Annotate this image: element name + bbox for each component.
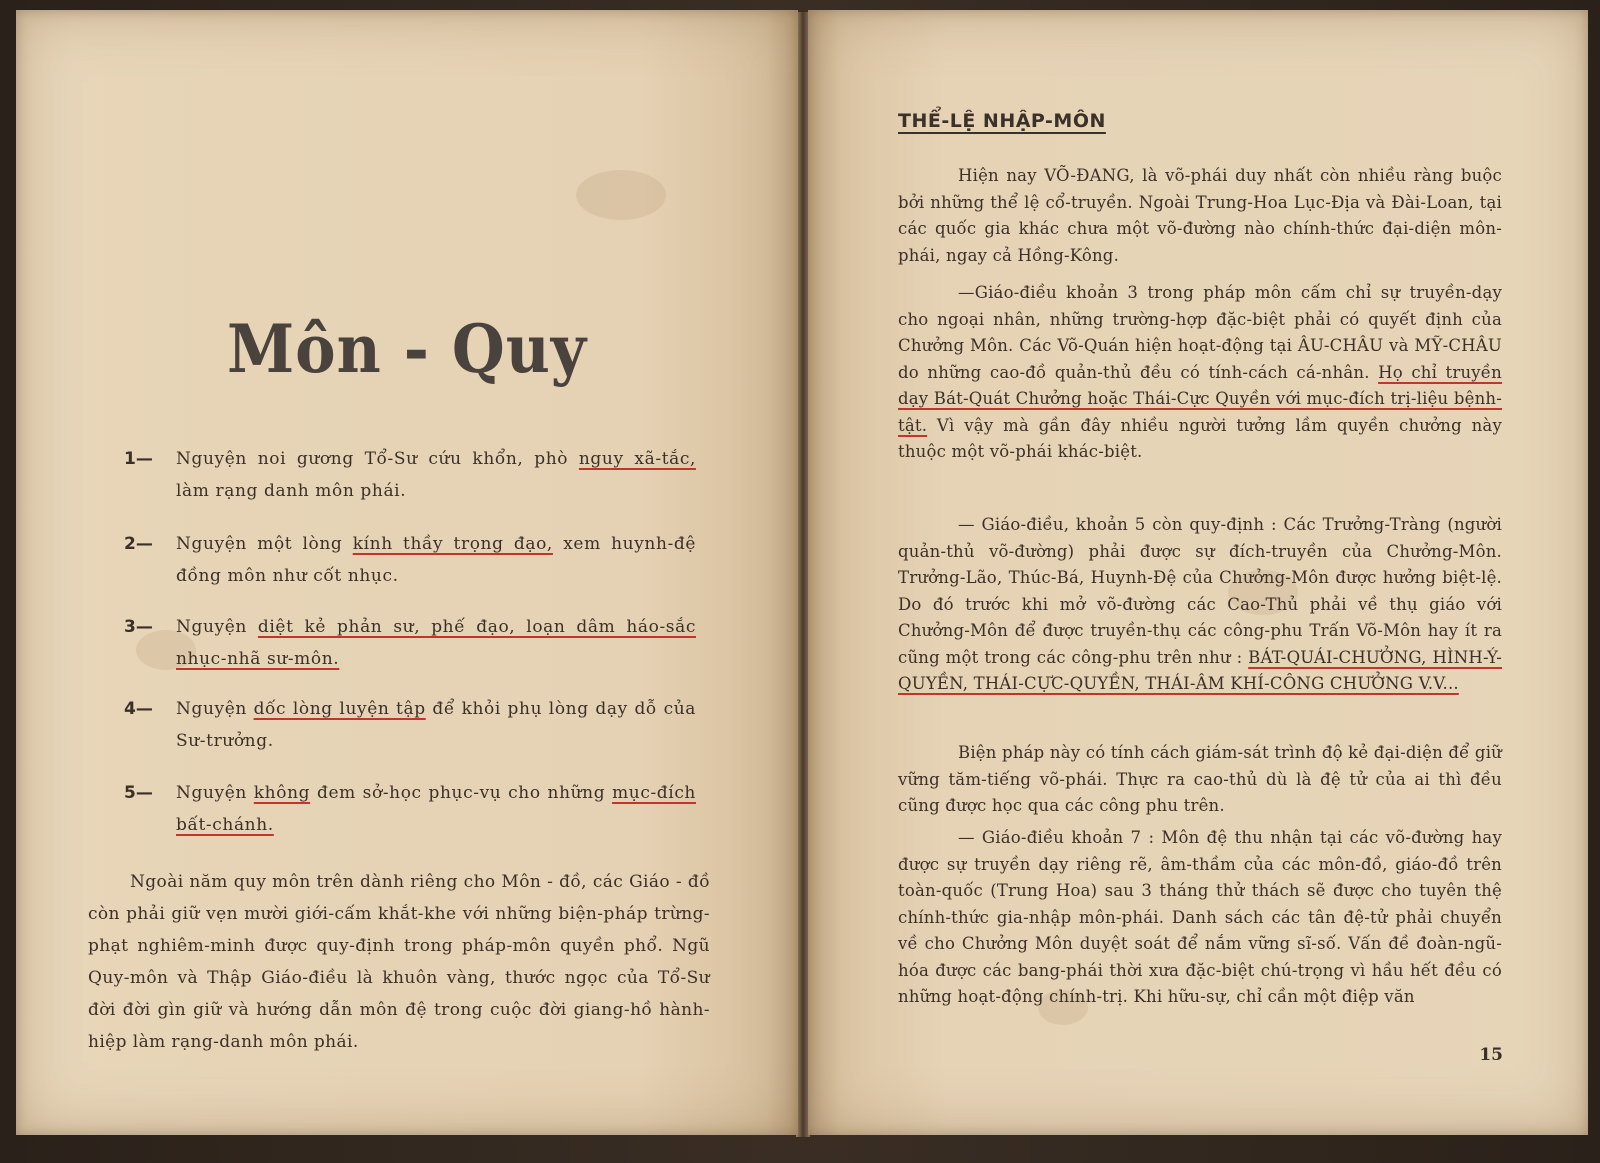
rule-text <box>176 777 696 841</box>
rule-number: 5— <box>124 783 153 803</box>
body-paragraph-3 <box>898 512 1502 698</box>
underlined-phrase: nguy xã-tắc, <box>578 449 696 469</box>
rule-text-part: Nguyện noi gương Tổ-Sư cứu khổn, phò <box>176 449 579 469</box>
underlined-phrase: diệt kẻ phản sư, phế đạo, loạn dâm háo-sắc nhục-nhã sư-môn. <box>176 617 696 669</box>
paper-stain <box>576 170 666 220</box>
rule-text-part: xem huynh-đệ đồng môn như cốt nhục. <box>176 534 696 586</box>
underlined-phrase: BÁT-QUÁI-CHƯỞNG, HÌNH-Ý-QUYỀN, THÁI-CỰC-QUYỀN, THÁI-ÂM KHÍ-CÔNG CHƯỞNG V.V... <box>898 647 1502 693</box>
closing-paragraph: Ngoài năm quy môn trên dành riêng cho Môn - đồ, các Giáo - đồ còn phải giữ vẹn mười giới-cấm khắt-khe với những biện-pháp trừng-phạt nghiêm-minh được quy-định trong pháp-môn quyền phổ. Ngũ Quy-môn và Thập Giáo-điều là khuôn vàng, thước ngọc của Tổ-Sư đời đời gìn giữ và hướng dẫn môn đệ trong cuộc đời giang-hồ hành-hiệp làm rạng-danh môn phái. <box>88 872 710 1052</box>
underlined-phrase: mục-đích bất-chánh. <box>176 783 696 835</box>
rule-item-5 <box>124 777 696 841</box>
rule-number: 1— <box>124 449 153 469</box>
paragraph-text-part: —Giáo-điều khoản 3 trong pháp môn cấm chỉ sự truyền-dạy cho ngoại nhân, những trường-hợp đặc-biệt phải có quyết định của Chưởng Môn. Các Võ-Quán hiện hoạt-động tại ÂU-CHÂU và MỸ-CHÂU do những cao-đồ quản-thủ đều có tính-cách cá-nhân. <box>898 283 1502 382</box>
rule-item-1 <box>124 443 696 507</box>
left-page <box>16 10 798 1135</box>
rule-item-4 <box>124 693 696 757</box>
body-paragraph-1: Hiện nay VÕ-ĐANG, là võ-phái duy nhất còn nhiều ràng buộc bởi những thể lệ cổ-truyền. Ngoài Trung-Hoa Lục-Địa và Đài-Loan, tại các quốc gia khác chưa một võ-đường nào chính-thức đại-diện môn-phái, ngay cả Hồng-Kông. <box>898 166 1502 265</box>
rule-text <box>176 528 696 592</box>
rule-text-part: Nguyện <box>176 699 254 719</box>
underlined-phrase: không <box>253 783 311 803</box>
right-page <box>808 10 1588 1135</box>
underlined-phrase: Họ chỉ truyền dạy Bát-Quát Chưởng hoặc Thái-Cực Quyền với mục-đích trị-liệu bệnh-tật. <box>898 362 1502 435</box>
rule-text <box>176 443 696 507</box>
rule-text-part: Nguyện <box>176 617 258 637</box>
body-paragraph-4: Biện pháp này có tính cách giám-sát trình độ kẻ đại-diện để giữ vững tăm-tiếng võ-phái. Thực ra cao-thủ dù là đệ tử của ai thì đều cũng được học qua các công phu trên. <box>898 743 1502 815</box>
rule-item-2 <box>124 528 696 592</box>
page-title: Môn - Quy <box>227 310 587 388</box>
rule-text <box>176 693 696 757</box>
underlined-phrase: kính thầy trọng đạo, <box>352 534 553 554</box>
rule-number: 3— <box>124 617 153 637</box>
rule-text-part: Nguyện <box>176 783 254 803</box>
section-heading: THỂ-LỆ NHẬP-MÔN <box>898 110 1106 132</box>
body-paragraph-2 <box>898 280 1502 466</box>
paragraph-text-part: Vì vậy mà gần đây nhiều người tưởng lầm quyền chưởng này thuộc một võ-phái khác-biệt. <box>898 415 1502 461</box>
rule-text-part: để khỏi phụ lòng dạy dỗ của Sư-trưởng. <box>176 699 696 751</box>
rule-text <box>176 611 696 675</box>
body-paragraph-5: — Giáo-điều khoản 7 : Môn đệ thu nhận tại các võ-đường hay được sự truyền dạy riêng rẽ, âm-thầm của các môn-đồ, giáo-đồ trên toàn-quốc (Trung Hoa) sau 3 tháng thử thách sẽ được cho tuyên thệ chính-thức gia-nhập môn-phái. Danh sách các tân đệ-tử phải chuyển về cho Chưởng Môn duyệt soát để nắm vững sĩ-số. Vấn đề đoàn-ngũ-hóa được các bang-phái thời xưa đặc-biệt chú-trọng vì hầu hết đều có những hoạt-động chính-trị. Khi hữu-sự, chỉ cần một điệp văn <box>898 828 1502 1006</box>
rule-item-3 <box>124 611 696 675</box>
rule-text-part: làm rạng danh môn phái. <box>176 481 407 501</box>
rule-text-part: Nguyện một lòng <box>176 534 353 554</box>
paragraph-text-part: — Giáo-điều, khoản 5 còn quy-định : Các Trưởng-Tràng (người quản-thủ võ-đường) phải được sự đích-truyền của Chưởng-Môn. Trưởng-Lão, Thúc-Bá, Huynh-Đệ của Chưởng-Môn được hưởng biệt-lệ. Do đó trước khi mở võ-đường các Cao-Thủ phải về thụ giáo với Chưởng-Môn để được truyền-thụ các công-phu Trấn Võ-Môn hay ít ra cũng một trong các công-phu trên như : <box>898 515 1502 667</box>
underlined-phrase: dốc lòng luyện tập <box>253 699 426 719</box>
rule-number: 4— <box>124 699 153 719</box>
rule-text-part: đem sở-học phục-vụ cho những <box>310 783 613 803</box>
page-number: 15 <box>1479 1045 1503 1065</box>
rule-number: 2— <box>124 534 153 554</box>
